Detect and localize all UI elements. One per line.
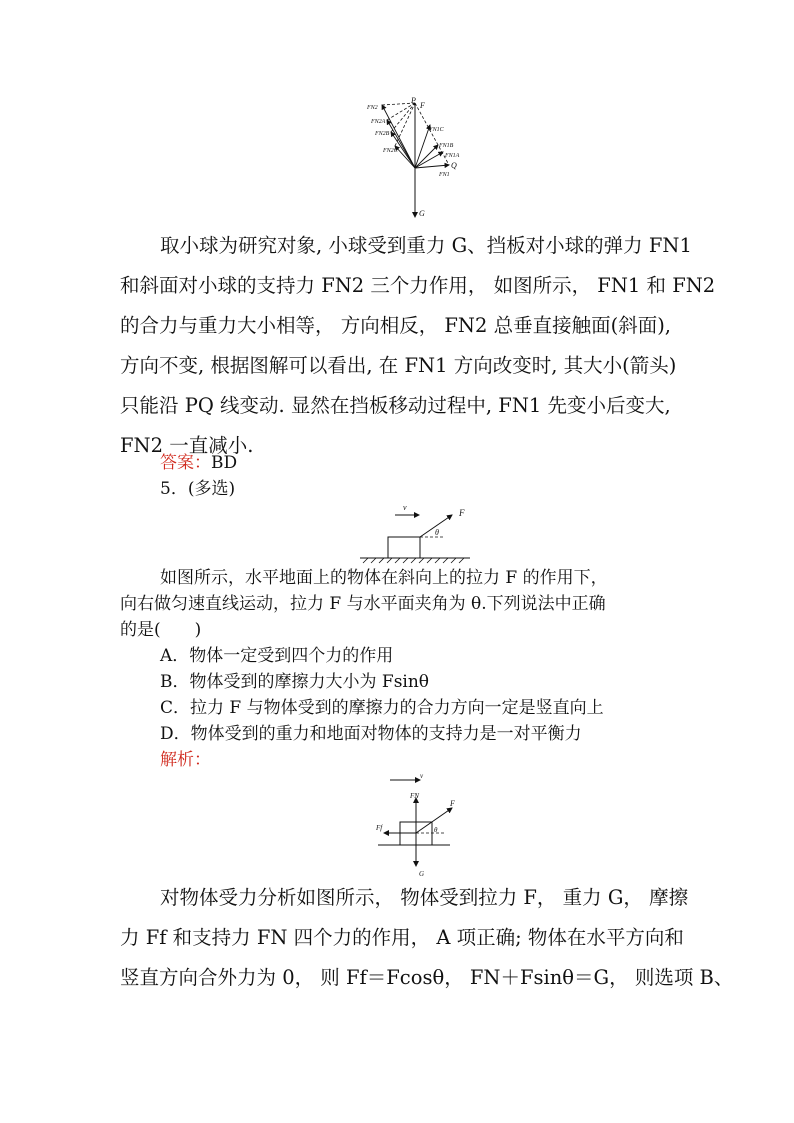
analysis-label: 解析： [160,750,211,770]
answer-line [160,450,740,476]
text-line: 只能沿 PQ 线变动. 显然在挡板移动过程中, FN1 先变小后变大, [120,394,671,417]
text-line: 的合力与重力大小相等， 方向相反， FN2 总垂直接触面(斜面), [120,314,672,337]
text-line: 对物体受力分析如图所示， 物体受到拉力 F， 重力 G， 摩擦 [160,886,689,909]
label-theta: θ [435,528,439,537]
label-ff: Ff [376,824,383,832]
label-fn1: FN1 [439,172,450,178]
answer-label: 答案： [160,453,211,473]
option-b[interactable]: B．物体受到的摩擦力大小为 Fsinθ [160,672,430,692]
option-a[interactable]: A．物体一定受到四个力的作用 [160,646,394,666]
text-line: 竖直方向合外力为 0， 则 Ff＝Fcosθ， FN＋Fsinθ＝G， 则选项 B、 [120,966,734,989]
option-c[interactable]: C．拉力 F 与物体受到的摩擦力的合力方向一定是竖直向上 [160,698,604,718]
option-d[interactable]: D．物体受到的重力和地面对物体的支持力是一对平衡力 [160,724,582,744]
text-line: 如图所示，水平地面上的物体在斜向上的拉力 F 的作用下， [160,568,608,588]
label-q: Q [451,161,457,170]
question-stem [120,565,700,643]
question-number: 5．(多选) [160,479,236,499]
label-v: v [403,503,407,512]
label-theta: θ [434,826,438,834]
label-fn2a: FN2A [371,119,386,125]
label-g: G [419,209,425,218]
force-diagram-1 [355,95,485,225]
label-fn2b: FN2B [375,131,390,137]
solution-paragraph-4 [120,226,716,466]
label-p: P [411,96,416,105]
text-line: 方向不变, 根据图解可以看出, 在 FN1 方向改变时, 其大小(箭头) [120,354,677,377]
free-body-diagram [370,772,460,877]
text-line: 向右做匀速直线运动，拉力 F 与水平面夹角为 θ.下列说法中正确 [120,594,606,614]
text-line: 和斜面对小球的支持力 FN2 三个力作用， 如图所示， FN1 和 FN2 [120,274,716,297]
label-fn1c: FN1C [429,127,444,133]
label-f: F [420,101,425,110]
label-fn1b: FN1B [439,143,454,149]
label-fn1a: FN1A [445,153,460,159]
solution-paragraph-5 [120,878,734,998]
text-line: FN2 一直减小. [120,434,254,457]
label-f: F [459,508,465,518]
answer-value: BD [211,453,238,473]
text-line: 力 Ff 和支持力 FN 四个力的作用， A 项正确; 物体在水平方向和 [120,926,684,949]
options-list [160,643,740,773]
text-line: 取小球为研究对象, 小球受到重力 G、挡板对小球的弹力 FN1 [160,234,692,257]
label-v: v [420,772,424,780]
label-fn2: FN2 [367,105,378,111]
label-fn2c: FN2C [383,148,398,154]
label-f: F [450,799,455,808]
text-line: 的是( ) [120,620,202,640]
label-fn: FN [410,792,419,800]
block-diagram [355,500,475,565]
label-g: G [419,870,425,877]
